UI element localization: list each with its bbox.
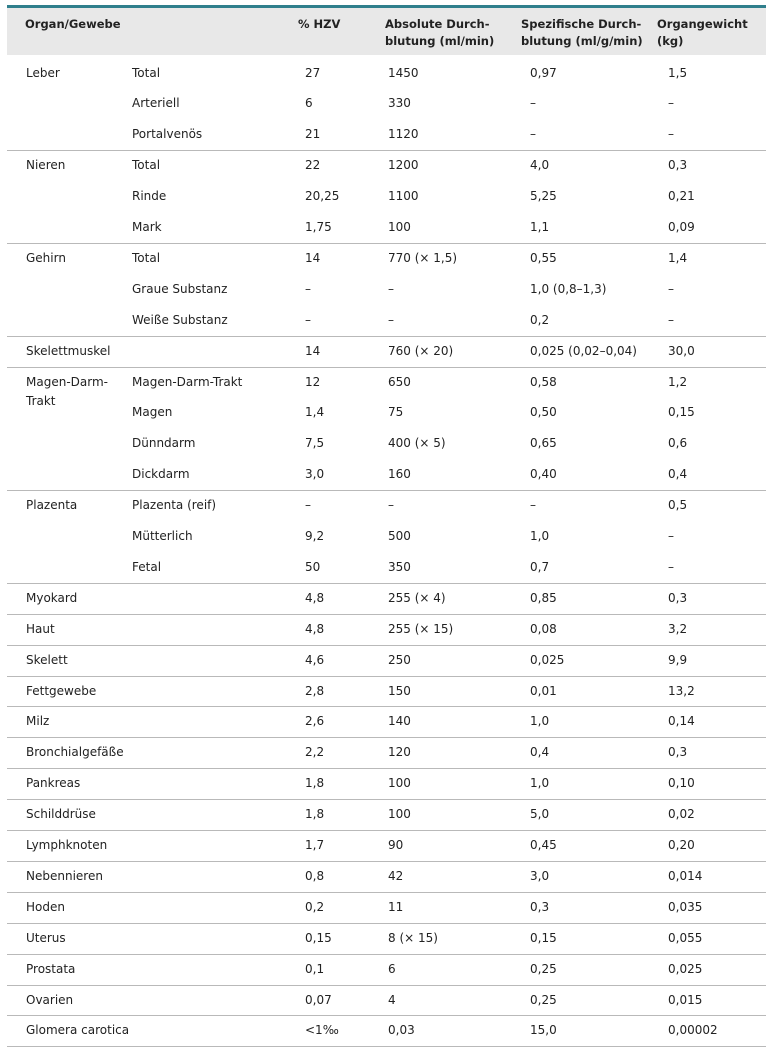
organ-name: Plazenta (26, 498, 78, 513)
organ-weight-value: 0,21 (668, 189, 695, 204)
organ-weight-value: 13,2 (668, 683, 695, 698)
sub-item-label: Graue Substanz (132, 281, 228, 296)
specific-flow-value: – (530, 127, 536, 142)
absolute-flow-value: 760 (× 20) (388, 343, 454, 358)
organ-weight-value: 0,09 (668, 220, 695, 234)
organ-weight-value: 1,4 (668, 250, 688, 265)
specific-flow-value: 0,55 (530, 250, 557, 265)
organ-weight-value: 3,2 (668, 621, 688, 636)
row-separator (7, 768, 766, 769)
absolute-flow-value: 1100 (388, 189, 419, 204)
absolute-flow-value: 100 (388, 807, 411, 822)
hzv-value: 0,1 (305, 961, 325, 976)
sub-item-label: Total (132, 65, 161, 80)
row-separator (7, 954, 766, 955)
header-specific-flow-line2: blutung (ml/g/min) (521, 34, 643, 48)
row-separator (7, 645, 766, 646)
row-separator (7, 583, 766, 584)
specific-flow-value: 0,50 (530, 405, 557, 420)
sub-item-label: Fetal (132, 559, 162, 574)
specific-flow-value: 0,08 (530, 621, 557, 636)
sub-item-label: Magen-Darm-Trakt (132, 374, 243, 389)
specific-flow-value: 0,45 (530, 838, 557, 852)
hzv-value: 6 (305, 96, 313, 111)
specific-flow-value: 1,1 (530, 220, 550, 234)
absolute-flow-value: 75 (388, 405, 404, 420)
specific-flow-value: 1,0 (0,8–1,3) (530, 281, 607, 296)
organ-weight-value: – (668, 312, 674, 327)
organ-weight-value: 0,015 (668, 992, 703, 1007)
absolute-flow-value: 1120 (388, 127, 419, 142)
organ-name: Magen-Darm-Trakt (26, 374, 108, 408)
specific-flow-value: 4,0 (530, 158, 550, 173)
header-specific-flow-line1: Spezifische Durch- (521, 17, 642, 31)
header-specific-flow (521, 16, 643, 50)
organ-name: Gehirn (26, 250, 66, 265)
organ-name: Fettgewebe (26, 683, 97, 698)
sub-item-label: Dünndarm (132, 436, 196, 451)
organ-name: Haut (26, 621, 55, 636)
sub-item-label: Mark (132, 220, 162, 234)
row-separator (7, 799, 766, 800)
hzv-value: 50 (305, 559, 321, 574)
specific-flow-value: 3,0 (530, 868, 550, 883)
hzv-value: – (305, 498, 311, 513)
specific-flow-value: 1,0 (530, 776, 550, 791)
hzv-value: 2,6 (305, 714, 325, 729)
row-separator (7, 367, 766, 368)
specific-flow-value: 0,025 (0,02–0,04) (530, 343, 637, 358)
specific-flow-value: 0,40 (530, 467, 557, 482)
organ-name: Nieren (26, 158, 66, 173)
organ-name: Lymphknoten (26, 838, 108, 852)
absolute-flow-value: 0,03 (388, 1023, 415, 1038)
row-separator (7, 737, 766, 738)
organ-weight-value: 0,20 (668, 838, 695, 852)
specific-flow-value: 0,2 (530, 312, 550, 327)
absolute-flow-value: 160 (388, 467, 411, 482)
specific-flow-value: 0,025 (530, 652, 565, 667)
organ-weight-value: 9,9 (668, 652, 688, 667)
row-separator (7, 923, 766, 924)
hzv-value: 21 (305, 127, 321, 142)
hzv-value: 7,5 (305, 436, 325, 451)
specific-flow-value: 0,3 (530, 899, 550, 914)
absolute-flow-value: 500 (388, 529, 411, 543)
hzv-value: 1,75 (305, 220, 332, 234)
absolute-flow-value: 350 (388, 559, 411, 574)
hzv-value: 0,15 (305, 930, 332, 945)
absolute-flow-value: – (388, 281, 394, 296)
header-absolute-flow (385, 16, 494, 50)
absolute-flow-value: 100 (388, 220, 411, 234)
sub-item-label: Total (132, 158, 161, 173)
row-separator (7, 150, 766, 151)
specific-flow-value: 0,4 (530, 745, 550, 760)
header-absolute-flow-line1: Absolute Durch- (385, 17, 490, 31)
absolute-flow-value: 11 (388, 899, 404, 914)
hzv-value: 1,8 (305, 776, 325, 791)
absolute-flow-value: 255 (× 15) (388, 621, 454, 636)
row-separator (7, 1015, 766, 1016)
hzv-value: – (305, 281, 311, 296)
hzv-value: – (305, 312, 311, 327)
hzv-value: 4,8 (305, 590, 325, 605)
header-organ-weight (657, 16, 748, 50)
hzv-value: 0,07 (305, 992, 332, 1007)
sub-item-label: Arteriell (132, 96, 180, 111)
organ-weight-value: 0,025 (668, 961, 703, 976)
organ-name: Schilddrüse (26, 807, 96, 822)
hzv-value: 2,8 (305, 683, 325, 698)
specific-flow-value: 0,58 (530, 374, 557, 389)
organ-weight-value: – (668, 529, 674, 543)
sub-item-label: Weiße Substanz (132, 312, 228, 327)
hzv-value: 1,8 (305, 807, 325, 822)
organ-name: Uterus (26, 930, 66, 945)
absolute-flow-value: 100 (388, 776, 411, 791)
absolute-flow-value: 250 (388, 652, 411, 667)
organ-name: Skelett (26, 652, 68, 667)
organ-weight-value: 0,14 (668, 714, 695, 729)
sub-item-label: Plazenta (reif) (132, 498, 217, 513)
hzv-value: 9,2 (305, 529, 325, 543)
organ-weight-value: 30,0 (668, 343, 695, 358)
absolute-flow-value: 90 (388, 838, 404, 852)
hzv-value: 1,7 (305, 838, 325, 852)
organ-name: Myokard (26, 590, 78, 605)
absolute-flow-value: 1200 (388, 158, 419, 173)
hzv-value: 27 (305, 65, 321, 80)
row-separator (7, 830, 766, 831)
absolute-flow-value: 42 (388, 868, 404, 883)
specific-flow-value: 15,0 (530, 1023, 557, 1038)
organ-weight-value: 1,5 (668, 65, 688, 80)
organ-weight-value: – (668, 281, 674, 296)
header-organ-weight-line1: Organgewicht (657, 17, 748, 31)
row-separator (7, 490, 766, 491)
organ-name: Nebennieren (26, 868, 103, 883)
absolute-flow-value: 4 (388, 992, 396, 1007)
specific-flow-value: 5,0 (530, 807, 550, 822)
organ-weight-value: 0,4 (668, 467, 688, 482)
organ-weight-value: 0,02 (668, 807, 695, 822)
organ-weight-value: 0,3 (668, 158, 688, 173)
absolute-flow-value: 8 (× 15) (388, 930, 438, 945)
absolute-flow-value: 6 (388, 961, 396, 976)
sub-item-label: Rinde (132, 189, 167, 204)
specific-flow-value: 5,25 (530, 189, 557, 204)
organ-weight-value: 0,055 (668, 930, 703, 945)
hzv-value: 20,25 (305, 189, 340, 204)
organ-weight-value: 0,3 (668, 590, 688, 605)
hzv-value: 14 (305, 250, 321, 265)
absolute-flow-value: 255 (× 4) (388, 590, 446, 605)
specific-flow-value: 0,25 (530, 961, 557, 976)
organ-weight-value: 0,10 (668, 776, 695, 791)
specific-flow-value: 0,15 (530, 930, 557, 945)
row-separator (7, 1046, 766, 1047)
absolute-flow-value: – (388, 312, 394, 327)
hzv-value: 0,8 (305, 868, 325, 883)
organ-name: Leber (26, 65, 60, 80)
specific-flow-value: – (530, 96, 536, 111)
absolute-flow-value: 650 (388, 374, 411, 389)
organ-name: Hoden (26, 899, 65, 914)
sub-item-label: Portalvenös (132, 127, 203, 142)
hzv-value: 22 (305, 158, 321, 173)
absolute-flow-value: 140 (388, 714, 411, 729)
organ-weight-value: 0,00002 (668, 1023, 718, 1038)
hzv-value: <1‰ (305, 1023, 339, 1038)
row-separator (7, 706, 766, 707)
sub-item-label: Dickdarm (132, 467, 190, 482)
organ-name: Ovarien (26, 992, 74, 1007)
organ-weight-value: 0,014 (668, 868, 703, 883)
absolute-flow-value: 330 (388, 96, 411, 111)
organ-name: Glomera carotica (26, 1023, 130, 1038)
row-separator (7, 892, 766, 893)
row-separator (7, 336, 766, 337)
header-hzv: % HZV (298, 17, 341, 31)
specific-flow-value: 0,65 (530, 436, 557, 451)
specific-flow-value: – (530, 498, 536, 513)
organ-name: Pankreas (26, 776, 81, 791)
header-organ: Organ/Gewebe (25, 17, 121, 31)
specific-flow-value: 1,0 (530, 714, 550, 729)
organ-weight-value: – (668, 127, 674, 142)
absolute-flow-value: 150 (388, 683, 411, 698)
table-header (7, 8, 766, 55)
organ-weight-value: 1,2 (668, 374, 688, 389)
organ-weight-value: 0,15 (668, 405, 695, 420)
absolute-flow-value: 1450 (388, 65, 419, 80)
organ-weight-value: 0,035 (668, 899, 703, 914)
hzv-value: 3,0 (305, 467, 325, 482)
organ-weight-value: – (668, 96, 674, 111)
sub-item-label: Mütterlich (132, 529, 193, 543)
absolute-flow-value: 400 (× 5) (388, 436, 446, 451)
hzv-value: 4,8 (305, 621, 325, 636)
hzv-value: 12 (305, 374, 321, 389)
organ-name: Milz (26, 714, 50, 729)
sub-item-label: Total (132, 250, 161, 265)
organ-weight-value: 0,6 (668, 436, 688, 451)
absolute-flow-value: 120 (388, 745, 411, 760)
specific-flow-value: 0,97 (530, 65, 557, 80)
row-separator (7, 861, 766, 862)
specific-flow-value: 0,01 (530, 683, 557, 698)
sub-item-label: Magen (132, 405, 173, 420)
hzv-value: 1,4 (305, 405, 325, 420)
organ-weight-value: – (668, 559, 674, 574)
specific-flow-value: 0,85 (530, 590, 557, 605)
organ-name: Bronchialgefäße (26, 745, 124, 760)
organ-name: Skelettmuskel (26, 343, 111, 358)
hzv-value: 2,2 (305, 745, 325, 760)
row-separator (7, 614, 766, 615)
hzv-value: 14 (305, 343, 321, 358)
organ-name: Prostata (26, 961, 76, 976)
header-absolute-flow-line2: blutung (ml/min) (385, 34, 495, 48)
hzv-value: 0,2 (305, 899, 325, 914)
absolute-flow-value: – (388, 498, 394, 513)
hzv-value: 4,6 (305, 652, 325, 667)
specific-flow-value: 0,25 (530, 992, 557, 1007)
row-separator (7, 676, 766, 677)
row-separator (7, 243, 766, 244)
absolute-flow-value: 770 (× 1,5) (388, 250, 458, 265)
organ-weight-value: 0,3 (668, 745, 688, 760)
organ-weight-value: 0,5 (668, 498, 688, 513)
row-separator (7, 985, 766, 986)
specific-flow-value: 0,7 (530, 559, 550, 574)
header-organ-weight-line2: (kg) (657, 34, 684, 48)
specific-flow-value: 1,0 (530, 529, 550, 543)
